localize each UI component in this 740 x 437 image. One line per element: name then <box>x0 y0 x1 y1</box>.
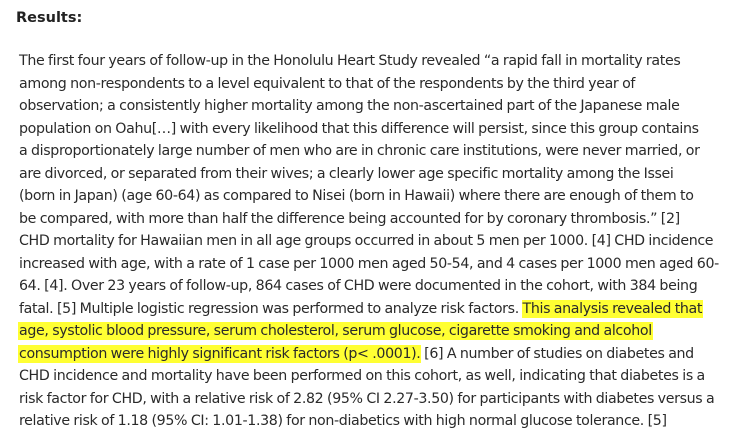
paragraph-line: (born in Japan) (age 60-64) as compared to Nisei (born in Hawaii) where there are enough of them to <box>19 188 694 204</box>
highlighted-text: This analysis revealed that <box>522 300 703 317</box>
results-paragraph <box>19 50 731 433</box>
paragraph-line <box>19 320 731 343</box>
paragraph-line: relative risk of 1.18 (95% CI: 1.01-1.38) for non-diabetics with high normal glucose tolerance. [5] <box>19 413 667 429</box>
paragraph-line: are divorced, or separated from their wives; a clearly lower age specific mortality among the Issei <box>19 165 674 182</box>
paragraph-line: CHD mortality for Hawaiian men in all age groups occurred in about 5 men per 1000. [4] CHD incidence <box>19 233 714 249</box>
highlighted-text: age, systolic blood pressure, serum cholesterol, serum glucose, cigarette smoking and alcohol <box>19 323 652 339</box>
paragraph-line: consumption were highly significant risk factors (p< .0001). [6] A number of studies on diabetes and <box>19 345 694 362</box>
paragraph-line: observation; a consistently higher mortality among the non-ascertained part of the Japanese male <box>19 98 680 114</box>
highlighted-text: consumption were highly significant risk factors (p< .0001). <box>19 345 421 362</box>
paragraph-line: The first four years of follow-up in the Honolulu Heart Study revealed “a rapid fall in mortality rates <box>19 53 681 69</box>
paragraph-line: 64. [4]. Over 23 years of follow-up, 864 cases of CHD were documented in the cohort, with 384 being <box>19 278 698 294</box>
paragraph-line: be compared, with more than half the difference being accounted for by coronary thrombosis.” [2] <box>19 210 680 227</box>
paragraph-line: fatal. [5] Multiple logistic regression was performed to analyze risk factors. This analysis revealed that <box>19 300 703 317</box>
paragraph-line: a disproportionately large number of men who are in chronic care institutions, were never married, or <box>19 143 700 159</box>
paragraph-line: among non-respondents to a level equivalent to that of the respondents by the third year of <box>19 75 636 92</box>
paragraph-line: risk factor for CHD, with a relative risk of 2.82 (95% CI 2.27-3.50) for participants with diabetes versus a <box>19 390 715 407</box>
paragraph-line: population on Oahu[…] with every likelihood that this difference will persist, since this group contains <box>19 120 699 137</box>
paragraph-line: CHD incidence and mortality have been performed on this cohort, as well, indicating that diabetes is a <box>19 368 705 384</box>
paragraph-line: increased with age, with a rate of 1 case per 1000 men aged 50-54, and 4 cases per 1000 men aged 60- <box>19 255 719 272</box>
results-heading: Results: <box>16 10 83 26</box>
